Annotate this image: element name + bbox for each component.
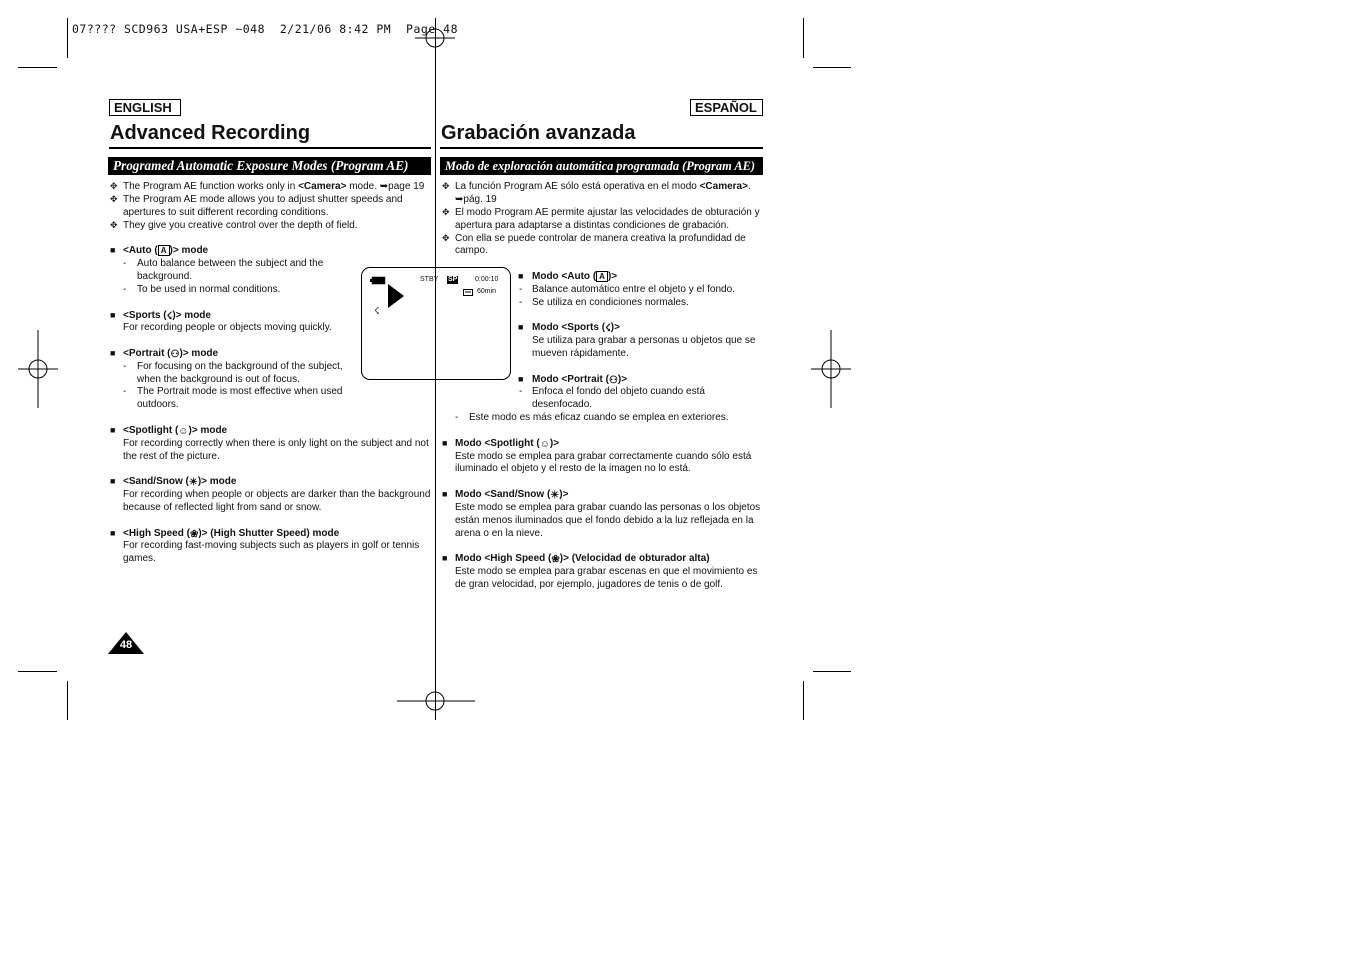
mode-desc: For recording fast-moving subjects such as players in golf or tennis <box>123 540 420 551</box>
intro-line: The Program AE function works only in <Camera> mode. ➥page 19 <box>123 181 425 192</box>
auto-icon: A <box>158 245 170 256</box>
cross-bullet-icon: ✥ <box>442 181 450 191</box>
mode-desc: iluminado el objeto y el resto de la imagen no lo está. <box>455 463 691 474</box>
dash: - <box>519 297 523 308</box>
crop-mark <box>803 18 804 58</box>
dash: - <box>123 361 127 372</box>
mode-heading-high-speed: <High Speed (❀)> (High Shutter Speed) mode <box>123 528 340 540</box>
square-bullet-icon: ■ <box>518 271 524 281</box>
square-bullet-icon: ■ <box>518 374 524 384</box>
lcd-time-counter: 0:00:10 <box>475 276 499 283</box>
intro-line: apertures to suit different recording conditions. <box>123 207 329 218</box>
square-bullet-icon: ■ <box>110 348 116 358</box>
portrait-icon: ⚇ <box>608 375 618 386</box>
portrait-icon: ⚇ <box>170 349 180 360</box>
mode-heading-auto: Modo <Auto ( A )> <box>532 271 618 282</box>
registration-mark-right <box>811 330 853 410</box>
square-bullet-icon: ■ <box>110 528 116 538</box>
page-title-english: Advanced Recording <box>110 122 311 144</box>
square-bullet-icon: ■ <box>110 245 116 255</box>
mode-desc: To be used in normal conditions. <box>137 284 281 295</box>
crop-mark <box>18 671 57 672</box>
mode-desc: when the background is out of focus. <box>137 374 300 385</box>
mode-heading-sports: <Sports (☇)> mode <box>123 310 211 322</box>
mode-heading-portrait: <Portrait (⚇)> mode <box>123 348 219 360</box>
cross-bullet-icon: ✥ <box>110 181 118 191</box>
intro-line: ➥pág. 19 <box>455 194 497 205</box>
spotlight-icon: ☺ <box>178 426 189 437</box>
mode-desc: desenfocado. <box>532 399 593 410</box>
dash: - <box>123 386 127 397</box>
pointer-arrow-icon <box>384 282 406 310</box>
crop-mark <box>67 681 68 720</box>
language-tag-spanish: ESPAÑOL <box>690 99 763 116</box>
section-bar-spanish: Modo de exploración automática programada (Program AE) <box>440 157 763 175</box>
mode-desc: because of reflected light from sand or snow. <box>123 502 322 513</box>
crop-mark <box>813 67 851 68</box>
square-bullet-icon: ■ <box>110 476 116 486</box>
mode-heading-sports: Modo <Sports (☇)> <box>532 322 620 334</box>
mode-desc: Este modo se emplea para grabar escenas en que el movimiento es <box>455 566 758 577</box>
high-speed-icon: ❀ <box>189 529 199 540</box>
cross-bullet-icon: ✥ <box>110 220 118 230</box>
lcd-screen-illustration <box>361 267 511 380</box>
sports-icon: ☇ <box>166 311 173 322</box>
dash: - <box>519 284 523 295</box>
square-bullet-icon: ■ <box>442 553 448 563</box>
lcd-mode-icon: ☇ <box>374 306 380 317</box>
lcd-remaining-time: 60min <box>477 288 497 295</box>
mode-desc: mueven rápidamente. <box>532 348 629 359</box>
sand-snow-icon: ☀ <box>550 490 560 501</box>
mode-desc: background. <box>137 271 193 282</box>
title-rule <box>440 147 763 149</box>
mode-desc: For recording people or objects moving quickly. <box>123 322 332 333</box>
mode-heading-auto: <Auto ( A )> mode <box>123 245 209 256</box>
mode-desc: Se utiliza en condiciones normales. <box>532 297 689 308</box>
crop-mark <box>67 18 68 58</box>
mode-desc: de gran velocidad, por ejemplo, jugadores de tenis o de golf. <box>455 579 723 590</box>
mode-desc: For recording when people or objects are darker than the background <box>123 489 431 500</box>
registration-mark-bottom <box>397 682 475 722</box>
mode-desc: the rest of the picture. <box>123 451 220 462</box>
mode-desc: Este modo se emplea para grabar correctamente cuando sólo está <box>455 451 752 462</box>
cross-bullet-icon: ✥ <box>442 207 450 217</box>
intro-line: They give you creative control over the depth of field. <box>123 220 358 231</box>
crop-mark <box>803 681 804 720</box>
mode-heading-spotlight: <Spotlight (☺)> mode <box>123 425 228 437</box>
square-bullet-icon: ■ <box>110 425 116 435</box>
language-tag-english: ENGLISH <box>109 99 181 116</box>
mode-desc: The Portrait mode is most effective when used <box>137 386 343 397</box>
high-speed-icon: ❀ <box>551 554 560 565</box>
mode-desc: Enfoca el fondo del objeto cuando está <box>532 386 705 397</box>
auto-icon: A <box>596 271 608 282</box>
registration-mark-left <box>18 330 60 410</box>
mode-heading-high-speed: Modo <High Speed (❀)> (Velocidad de obturador alta) <box>455 553 710 565</box>
cross-bullet-icon: ✥ <box>442 233 450 243</box>
mode-heading-sand-snow: Modo <Sand/Snow (☀)> <box>455 489 569 501</box>
crop-mark <box>813 671 851 672</box>
mode-desc: For recording correctly when there is only light on the subject and not <box>123 438 429 449</box>
mode-desc: están menos iluminados que el fondo debido a la luz reflejada en la <box>455 515 754 526</box>
mode-desc: Auto balance between the subject and the <box>137 258 324 269</box>
dash: - <box>123 258 127 269</box>
intro-line: apertura para adaptarse a distintas condiciones de grabación. <box>455 220 730 231</box>
mode-desc: Balance automático entre el objeto y el fondo. <box>532 284 735 295</box>
square-bullet-icon: ■ <box>110 310 116 320</box>
square-bullet-icon: ■ <box>518 322 524 332</box>
title-rule <box>109 147 431 149</box>
tape-icon <box>463 289 473 297</box>
mode-desc: outdoors. <box>137 399 179 410</box>
sand-snow-icon: ☀ <box>188 477 198 488</box>
intro-line: El modo Program AE permite ajustar las velocidades de obturación y <box>455 207 760 218</box>
dash: - <box>123 284 127 295</box>
crop-mark <box>18 67 57 68</box>
mode-desc: Se utiliza para grabar a personas u objetos que se <box>532 335 756 346</box>
spotlight-icon: ☺ <box>539 439 550 450</box>
mode-desc: games. <box>123 553 156 564</box>
cross-bullet-icon: ✥ <box>110 194 118 204</box>
intro-line: campo. <box>455 245 488 256</box>
intro-line: La función Program AE sólo está operativa en el modo <Camera>. <box>455 181 751 192</box>
page-title-spanish: Grabación avanzada <box>441 122 636 144</box>
page-number: 48 <box>119 639 133 651</box>
mode-heading-portrait: Modo <Portrait (⚇)> <box>532 374 628 386</box>
mode-desc: arena o en la nieve. <box>455 528 543 539</box>
intro-line: The Program AE mode allows you to adjust shutter speeds and <box>123 194 403 205</box>
lcd-tape-speed: SP <box>448 276 458 283</box>
mode-desc: For focusing on the background of the subject, <box>137 361 343 372</box>
mode-heading-spotlight: Modo <Spotlight (☺)> <box>455 438 560 450</box>
sports-icon: ☇ <box>605 323 611 334</box>
square-bullet-icon: ■ <box>442 438 448 448</box>
intro-line: Con ella se puede controlar de manera creativa la profundidad de <box>455 233 746 244</box>
mode-heading-sand-snow: <Sand/Snow (☀)> mode <box>123 476 237 488</box>
print-header: 07???? SCD963 USA+ESP ~048 2/21/06 8:42 PM Page 48 <box>72 22 459 36</box>
dash: - <box>519 386 523 397</box>
dash: - <box>455 412 459 423</box>
mode-desc: Este modo se emplea para grabar cuando las personas o los objetos <box>455 502 761 513</box>
square-bullet-icon: ■ <box>442 489 448 499</box>
mode-desc: Este modo es más eficaz cuando se emplea en exteriores. <box>469 412 729 423</box>
section-bar-english: Programed Automatic Exposure Modes (Program AE) <box>108 157 431 175</box>
lcd-status: STBY <box>420 276 439 283</box>
